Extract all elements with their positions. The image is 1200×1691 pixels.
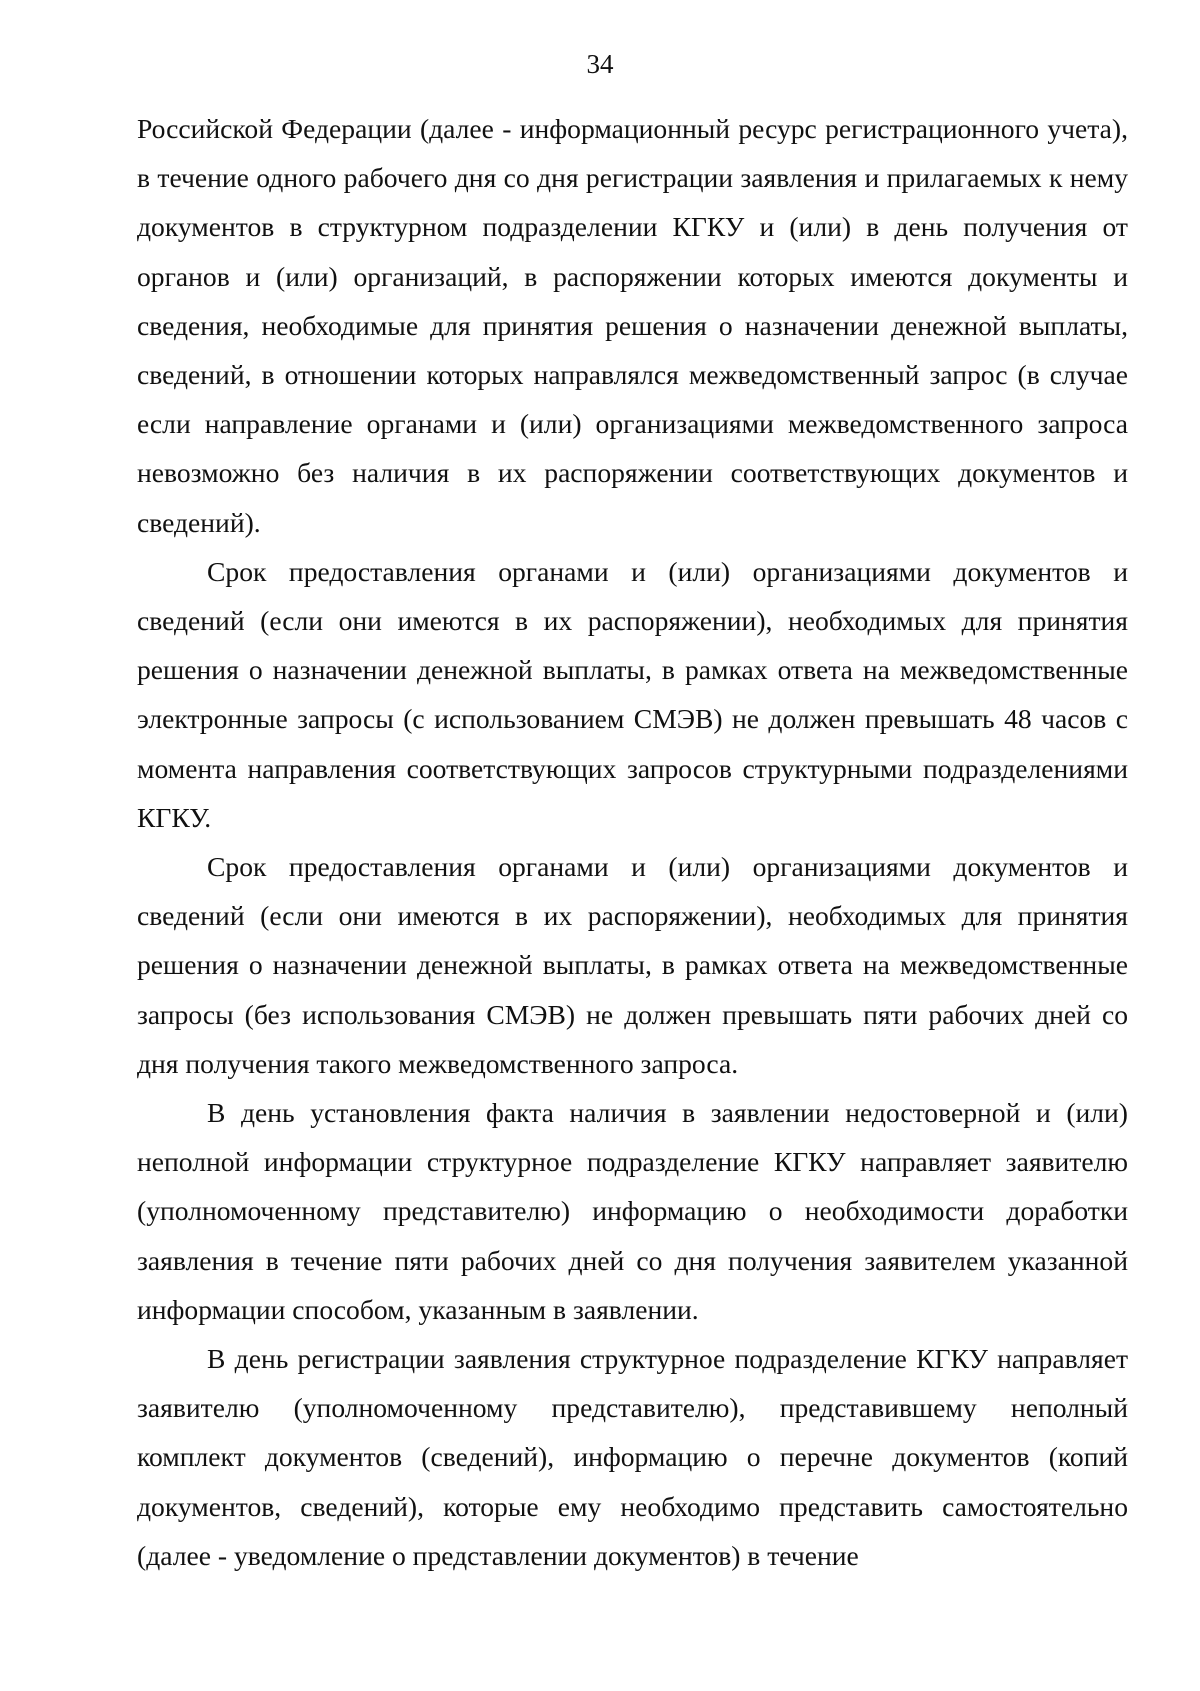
paragraph-non-smev-deadline: Срок предоставления органами и (или) организациями документов и сведений (если они имеются в их распоряжении), необходимых для принятия решения о назначении денежной выплаты, в рамках ответа на межведомственные запросы (без использования СМЭВ) не должен превышать пяти рабочих дней со дня получения такого межведомственного запроса. — [137, 851, 1128, 1079]
document-body — [137, 104, 1128, 1580]
paragraph-smev-electronic-deadline: Срок предоставления органами и (или) организациями документов и сведений (если они имеются в их распоряжении), необходимых для принятия решения о назначении денежной выплаты, в рамках ответа на межведомственные электронные запросы (с использованием СМЭВ) не должен превышать 48 часов с момента направления соответствующих запросов структурными подразделениями КГКУ. — [137, 555, 1128, 833]
paragraph-continuation: Российской Федерации (далее - информационный ресурс регистрационного учета), в течение одного рабочего дня со дня регистрации заявления и прилагаемых к нему документов в структурном подразделении КГКУ и (или) в день получения от органов и (или) организаций, в распоряжении которых имеются документы и сведения, необходимые для принятия решения о назначении денежной выплаты, сведений, в отношении которых направлялся межведомственный запрос (в случае если направление органами и (или) организациями межведомственного запроса невозможно без наличия в их распоряжении соответствующих документов и сведений). — [137, 113, 1128, 538]
paragraph-incomplete-information: В день установления факта наличия в заявлении недостоверной и (или) неполной информации структурное подразделение КГКУ направляет заявителю (уполномоченному представителю) информацию о необходимости доработки заявления в течение пяти рабочих дней со дня получения заявителем указанной информации способом, указанным в заявлении. — [137, 1097, 1128, 1325]
page-number: 34 — [586, 49, 614, 79]
paragraph-incomplete-documents: В день регистрации заявления структурное подразделение КГКУ направляет заявителю (уполномоченному представителю), представившему неполный комплект документов (сведений), информацию о перечне документов (копий документов, сведений), которые ему необходимо представить самостоятельно (далее - уведомление о представлении документов) в течение — [137, 1343, 1128, 1571]
